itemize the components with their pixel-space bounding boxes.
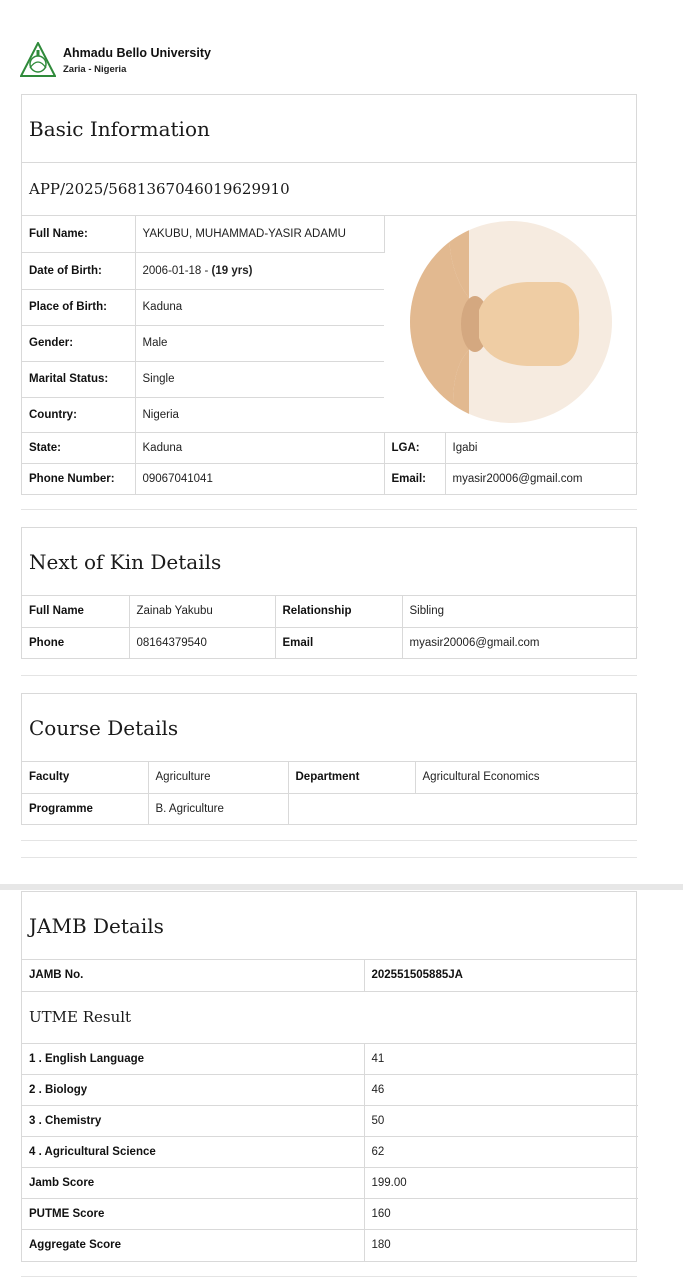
kin-email-label: Email [275, 627, 402, 658]
phone-value: 09067041041 [135, 463, 384, 494]
table-row [22, 596, 638, 627]
subject-score: 62 [364, 1137, 638, 1168]
application-number: APP/2025/5681367046019629910 [22, 163, 636, 216]
utme-result-table [22, 1044, 638, 1261]
table-row [22, 762, 638, 793]
next-of-kin-card [21, 527, 637, 659]
dob-value [135, 252, 384, 289]
kin-relationship-label: Relationship [275, 596, 402, 627]
faculty-label: Faculty [22, 762, 148, 793]
jamb-details-card [21, 891, 637, 1262]
subject-name: 1 . English Language [22, 1044, 364, 1075]
table-row [22, 1168, 638, 1199]
subject-name: 2 . Biology [22, 1075, 364, 1106]
department-label: Department [288, 762, 415, 793]
table-row [22, 627, 638, 658]
table-row [22, 1137, 638, 1168]
basic-information-card [21, 94, 637, 495]
passport-photo-placeholder [409, 220, 613, 424]
table-row [22, 463, 638, 494]
pob-label: Place of Birth: [22, 289, 135, 325]
jamb-no-label: JAMB No. [22, 960, 364, 991]
lga-label: LGA: [384, 432, 445, 463]
department-value: Agricultural Economics [415, 762, 638, 793]
putme-score-label: PUTME Score [22, 1199, 364, 1230]
kin-full-name-value: Zainab Yakubu [129, 596, 275, 627]
dob-label: Date of Birth: [22, 252, 135, 289]
jamb-score-value: 199.00 [364, 1168, 638, 1199]
age-value: (19 yrs) [211, 264, 253, 277]
subject-score: 41 [364, 1044, 638, 1075]
putme-score-value: 160 [364, 1199, 638, 1230]
table-row [22, 1230, 638, 1261]
jamb-number-table [22, 960, 638, 992]
jamb-score-label: Jamb Score [22, 1168, 364, 1199]
faculty-value: Agriculture [148, 762, 288, 793]
email-value: myasir20006@gmail.com [452, 472, 583, 485]
table-row [22, 216, 638, 252]
country-label: Country: [22, 397, 135, 432]
dob-date: 2006-01-18 - [142, 264, 212, 277]
divider [21, 857, 637, 858]
empty-cell [288, 793, 638, 824]
aggregate-score-label: Aggregate Score [22, 1230, 364, 1261]
marital-status-label: Marital Status: [22, 361, 135, 397]
marital-status-value: Single [135, 361, 384, 397]
kin-full-name-label: Full Name [22, 596, 129, 627]
pob-value: Kaduna [135, 289, 384, 325]
university-location: Zaria - Nigeria [63, 63, 127, 75]
divider [21, 675, 637, 676]
next-of-kin-title: Next of Kin Details [22, 528, 636, 596]
state-value: Kaduna [135, 432, 384, 463]
jamb-details-title: JAMB Details [22, 892, 636, 960]
aggregate-score-value: 180 [371, 1239, 391, 1252]
course-details-card [21, 693, 637, 825]
basic-info-table [22, 216, 638, 494]
jamb-no-value: 202551505885JA [364, 960, 638, 991]
gender-value: Male [135, 325, 384, 361]
divider [21, 509, 637, 510]
lga-value: Igabi [445, 432, 638, 463]
kin-relationship-value: Sibling [402, 596, 638, 627]
table-row [22, 432, 638, 463]
state-label: State: [22, 432, 135, 463]
gender-label: Gender: [22, 325, 135, 361]
subject-score: 46 [364, 1075, 638, 1106]
email-label: Email: [384, 463, 445, 494]
university-name: Ahmadu Bello University [63, 45, 211, 60]
table-row [22, 1075, 638, 1106]
subject-name: 4 . Agricultural Science [22, 1137, 364, 1168]
utme-result-title: UTME Result [22, 992, 636, 1044]
course-details-table [22, 762, 638, 824]
country-value: Nigeria [135, 397, 384, 432]
phone-label: Phone Number: [22, 463, 135, 494]
programme-value: B. Agriculture [148, 793, 288, 824]
kin-phone-value: 08164379540 [129, 627, 275, 658]
abu-crest-icon [20, 42, 56, 78]
divider [21, 840, 637, 841]
next-of-kin-table [22, 596, 638, 658]
basic-information-title: Basic Information [22, 95, 636, 163]
passport-photo-cell [384, 216, 638, 432]
table-row [22, 960, 638, 991]
full-name-value: YAKUBU, MUHAMMAD-YASIR ADAMU [135, 216, 384, 252]
kin-email-value: myasir20006@gmail.com [409, 636, 540, 649]
table-row [22, 793, 638, 824]
subject-score: 50 [364, 1106, 638, 1137]
page-break-band [0, 884, 683, 890]
table-row [22, 1199, 638, 1230]
table-row [22, 1044, 638, 1075]
divider [21, 1276, 637, 1277]
table-row [22, 1106, 638, 1137]
subject-name: 3 . Chemistry [22, 1106, 364, 1137]
full-name-label: Full Name: [22, 216, 135, 252]
kin-phone-label: Phone [22, 627, 129, 658]
course-details-title: Course Details [22, 694, 636, 762]
programme-label: Programme [22, 793, 148, 824]
university-header [20, 40, 211, 80]
